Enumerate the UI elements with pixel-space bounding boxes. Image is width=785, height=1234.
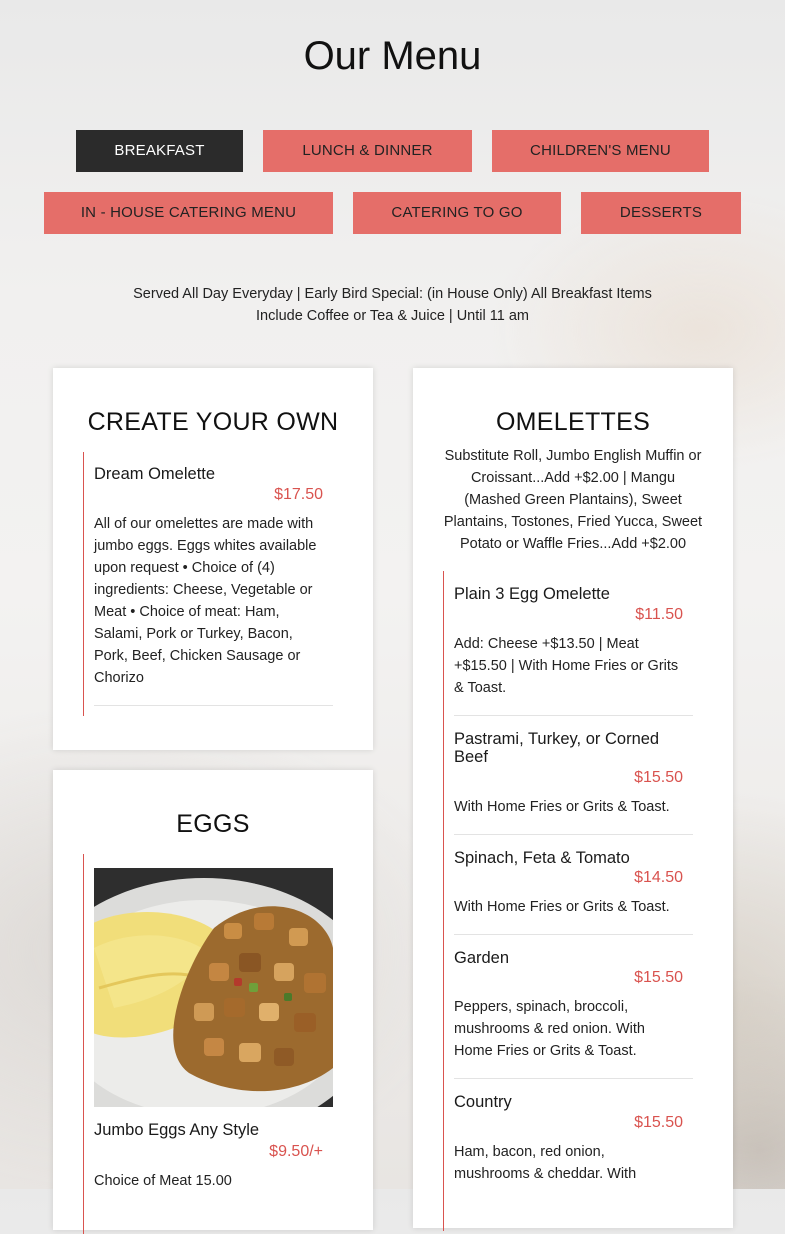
item-desc-country: Ham, bacon, red onion, mushrooms & cheddar. With bbox=[454, 1144, 637, 1182]
item-price-dream-omelette: $17.50 bbox=[274, 486, 323, 503]
omelettes-card bbox=[413, 368, 733, 1228]
item-price-pastrami-turkey-corned-beef: $15.50 bbox=[634, 769, 683, 786]
section-title-create-your-own: CREATE YOUR OWN bbox=[87, 408, 339, 436]
item-divider bbox=[454, 934, 693, 935]
item-desc-plain-omelette: Add: Cheese +$13.50 | Meat +$15.50 | With Home Fries or Grits & Toast. bbox=[454, 636, 679, 696]
item-name-dream-omelette: Dream Omelette bbox=[94, 465, 216, 483]
item-desc-garden: Peppers, spinach, broccoli, mushrooms & red onion. With Home Fries or Grits & Toast. bbox=[454, 999, 645, 1059]
item-name-jumbo-eggs: Jumbo Eggs Any Style bbox=[94, 1121, 260, 1139]
item-name-garden: Garden bbox=[454, 949, 510, 967]
tab-breakfast[interactable]: BREAKFAST bbox=[76, 130, 243, 172]
item-price-spinach-feta-tomato: $14.50 bbox=[634, 869, 683, 886]
tab-lunch-dinner[interactable]: LUNCH & DINNER bbox=[263, 130, 472, 172]
item-name-plain-omelette: Plain 3 Egg Omelette bbox=[454, 585, 610, 603]
tab-in-house-catering[interactable]: IN - HOUSE CATERING MENU bbox=[44, 192, 333, 234]
item-divider bbox=[454, 834, 693, 835]
item-accent-rail bbox=[443, 571, 444, 1231]
item-divider bbox=[94, 705, 333, 706]
item-name-spinach-feta-tomato: Spinach, Feta & Tomato bbox=[454, 849, 630, 867]
item-desc-spinach-feta-tomato: With Home Fries or Grits & Toast. bbox=[454, 899, 670, 915]
menu-intro: Served All Day Everyday | Early Bird Special: (in House Only) All Breakfast Items Include Coffee or Tea & Juice | Until 11 am bbox=[133, 286, 652, 324]
item-price-garden: $15.50 bbox=[634, 969, 683, 986]
item-price-country: $15.50 bbox=[634, 1114, 683, 1131]
tab-catering-to-go[interactable]: CATERING TO GO bbox=[353, 192, 561, 234]
tab-desserts[interactable]: DESSERTS bbox=[581, 192, 741, 234]
item-divider bbox=[454, 1078, 693, 1079]
page-title: Our Menu bbox=[303, 34, 482, 78]
item-name-country: Country bbox=[454, 1093, 512, 1111]
item-accent-rail bbox=[83, 452, 84, 716]
section-title-eggs: EGGS bbox=[176, 810, 250, 838]
item-desc-pastrami-turkey-corned-beef: With Home Fries or Grits & Toast. bbox=[454, 799, 670, 815]
item-desc-dream-omelette: All of our omelettes are made with jumbo eggs. Eggs whites available upon request • Choice of (4) ingredients: Cheese, Vegetable or Meat • Choice of meat: Ham, Salami, Pork or Turkey, Bacon, Pork, Beef, Chicken Sausage or Chorizo bbox=[94, 516, 317, 686]
eggs-card bbox=[53, 770, 373, 1230]
section-title-omelettes: OMELETTES bbox=[495, 408, 651, 436]
item-desc-jumbo-eggs: Choice of Meat 15.00 bbox=[94, 1173, 232, 1189]
item-price-jumbo-eggs: $9.50/+ bbox=[269, 1143, 323, 1160]
eggs-food-photo bbox=[94, 868, 333, 1107]
create-your-own-card bbox=[53, 368, 373, 750]
omelettes-substitution-note: Substitute Roll, Jumbo English Muffin or Croissant...Add +$2.00 | Mangu (Mashed Green Plantains), Sweet Plantains, Tostones, Fried Yucca, Sweet Potato or Waffle Fries...Add +$2.00 bbox=[443, 448, 703, 552]
item-divider bbox=[454, 715, 693, 716]
item-accent-rail bbox=[83, 854, 84, 1234]
item-price-plain-omelette: $11.50 bbox=[635, 606, 683, 623]
tab-childrens-menu[interactable]: CHILDREN'S MENU bbox=[492, 130, 709, 172]
item-name-pastrami-turkey-corned-beef: Pastrami, Turkey, or Corned Beef bbox=[454, 730, 660, 766]
